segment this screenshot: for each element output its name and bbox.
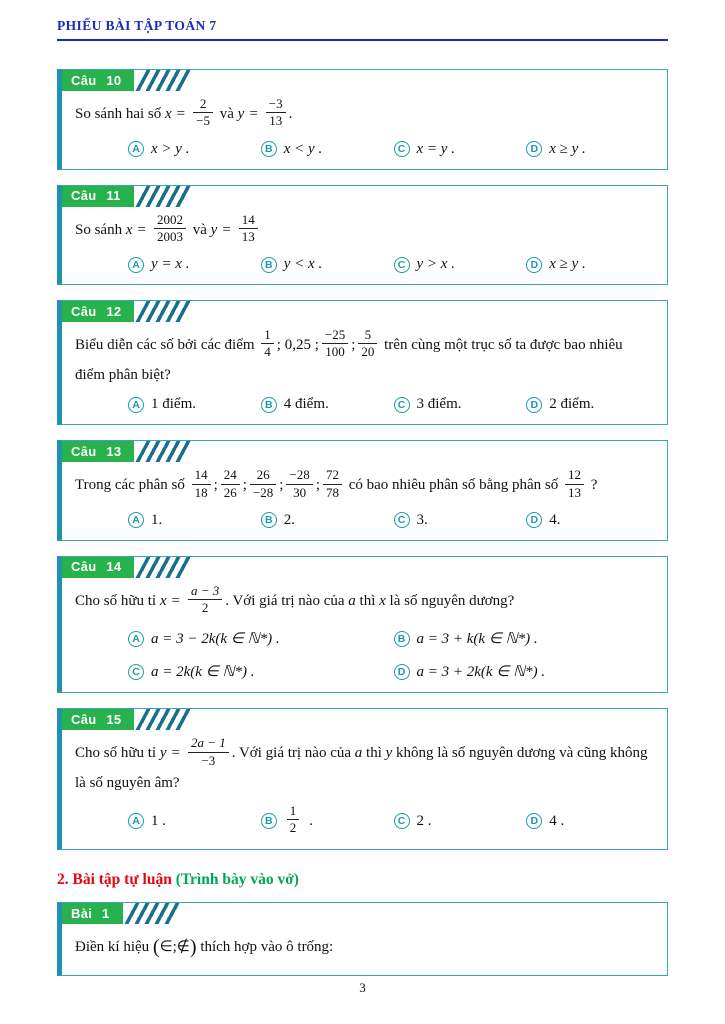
text-segment: Cho số hữu tỉ bbox=[75, 592, 160, 609]
option-letter: A bbox=[128, 631, 144, 647]
option-c bbox=[394, 512, 527, 529]
equals-sign: = bbox=[176, 106, 186, 123]
fraction bbox=[188, 735, 229, 769]
math-variable: x bbox=[125, 221, 133, 238]
numerator: a − 3 bbox=[190, 582, 220, 598]
option-text: 4. bbox=[549, 511, 561, 528]
denominator: 30 bbox=[286, 484, 312, 501]
option-c bbox=[394, 813, 527, 830]
text-segment: có bao nhiêu phân số bằng phân số bbox=[344, 477, 563, 494]
option-letter: C bbox=[394, 813, 410, 829]
math-variable: x bbox=[165, 106, 172, 123]
denominator: 13 bbox=[266, 112, 286, 129]
math-variable: y bbox=[210, 221, 218, 238]
fraction bbox=[261, 327, 274, 361]
separator: ; bbox=[315, 477, 320, 494]
option-c bbox=[394, 141, 527, 158]
option-letter: D bbox=[526, 813, 542, 829]
option-text: y < x . bbox=[283, 256, 323, 272]
option-letter: D bbox=[526, 397, 542, 413]
option-text: x = y . bbox=[416, 140, 455, 157]
option-letter: C bbox=[394, 141, 410, 157]
question-box-11 bbox=[57, 185, 668, 286]
hatch-stripes-icon bbox=[135, 186, 192, 207]
option-text: 4 . bbox=[549, 812, 565, 829]
equals-sign: = bbox=[171, 592, 180, 609]
exercise-number-badge: Bài 1 bbox=[62, 903, 123, 924]
section-subtitle: (Trình bày vào vở) bbox=[171, 871, 299, 888]
equals-sign: = bbox=[249, 106, 258, 123]
math-variable: y bbox=[385, 745, 393, 762]
option-b bbox=[261, 396, 394, 413]
denominator: 100 bbox=[322, 343, 348, 360]
question-number-badge: Câu 13 bbox=[62, 441, 134, 462]
numerator: 1 bbox=[289, 802, 297, 818]
hatch-stripes-icon bbox=[136, 441, 193, 462]
text-segment: Điền kí hiệu bbox=[75, 939, 153, 955]
question-box-13 bbox=[57, 440, 668, 541]
option-letter: A bbox=[128, 512, 144, 528]
fraction bbox=[286, 467, 312, 501]
option-c bbox=[394, 256, 527, 273]
denominator: 18 bbox=[192, 484, 211, 501]
numerator: 72 bbox=[325, 467, 339, 483]
fraction bbox=[193, 96, 213, 130]
option-letter: B bbox=[261, 141, 277, 157]
text-segment: không là số nguyên dương và cũng không là số nguyên âm? bbox=[75, 745, 648, 791]
hatch-stripes-icon bbox=[136, 70, 193, 91]
numerator: −25 bbox=[324, 327, 346, 342]
numerator: −28 bbox=[289, 467, 310, 483]
numerator: 2a − 1 bbox=[190, 735, 226, 751]
math-variable: a bbox=[348, 592, 356, 609]
question-text bbox=[62, 322, 667, 387]
option-text: 2. bbox=[283, 511, 295, 528]
text-segment: và bbox=[215, 106, 238, 123]
denominator: −5 bbox=[193, 112, 213, 129]
separator: ; bbox=[213, 477, 218, 494]
option-b bbox=[261, 802, 394, 839]
page-number: 3 bbox=[359, 980, 366, 995]
option-b bbox=[394, 629, 660, 648]
numerator: 24 bbox=[223, 467, 237, 483]
numerator: −3 bbox=[268, 96, 283, 111]
text-segment: ; bbox=[351, 337, 356, 354]
math-variable: y bbox=[237, 106, 245, 123]
fraction bbox=[239, 212, 258, 246]
equals-sign: = bbox=[222, 221, 231, 238]
section-heading bbox=[57, 871, 668, 889]
numerator: 14 bbox=[241, 211, 255, 227]
option-text: 4 điểm. bbox=[283, 396, 329, 413]
text-segment: trên cùng một trục số ta được bao nhiêu điểm phân biệt? bbox=[75, 337, 623, 383]
option-letter: B bbox=[261, 512, 277, 528]
separator: ; bbox=[242, 477, 247, 494]
question-text bbox=[62, 462, 667, 503]
badge-row bbox=[62, 441, 667, 462]
option-letter: D bbox=[394, 664, 410, 680]
answer-options bbox=[62, 387, 667, 413]
denominator: 26 bbox=[221, 484, 240, 501]
option-text: y = x . bbox=[151, 256, 190, 272]
text-segment: . Với giá trị nào của bbox=[231, 745, 355, 762]
equals-sign: = bbox=[171, 745, 180, 762]
option-text: 1. bbox=[151, 511, 163, 528]
numerator: 14 bbox=[194, 467, 208, 483]
question-number-badge: Câu 10 bbox=[62, 70, 134, 91]
text-segment: là số nguyên dương? bbox=[385, 592, 515, 609]
denominator: 13 bbox=[565, 484, 584, 501]
fraction bbox=[266, 96, 286, 130]
question-text bbox=[62, 91, 667, 132]
denominator: 13 bbox=[239, 228, 258, 245]
denominator: 2003 bbox=[154, 228, 186, 245]
option-text: 2 . bbox=[416, 812, 432, 829]
question-box-10 bbox=[57, 69, 668, 170]
option-letter: A bbox=[128, 813, 144, 829]
text-segment: thì bbox=[355, 592, 380, 609]
option-letter: C bbox=[128, 664, 144, 680]
questions-area bbox=[57, 69, 668, 976]
answer-options bbox=[62, 796, 667, 839]
answer-options bbox=[62, 618, 667, 681]
option-d bbox=[526, 512, 659, 529]
fraction bbox=[221, 467, 240, 501]
text-segment: ; 0,25 ; bbox=[276, 337, 319, 354]
hatch-stripes-icon bbox=[136, 709, 193, 730]
badge-row bbox=[62, 301, 667, 322]
hatch-stripes-icon bbox=[124, 903, 181, 924]
fraction bbox=[287, 803, 300, 837]
exercise-box-1 bbox=[57, 902, 668, 976]
option-letter: C bbox=[394, 512, 410, 528]
math-variable: x bbox=[379, 592, 386, 609]
option-letter: C bbox=[394, 257, 410, 273]
fraction bbox=[154, 212, 186, 246]
answer-options bbox=[62, 503, 667, 529]
exercise-text bbox=[62, 924, 667, 964]
badge-row bbox=[62, 709, 667, 730]
option-text: 2 điểm. bbox=[549, 396, 595, 413]
option-b bbox=[261, 141, 394, 158]
separator: ; bbox=[279, 477, 284, 494]
question-number-badge: Câu 11 bbox=[62, 186, 134, 207]
section-title: 2. Bài tập tự luận bbox=[57, 871, 172, 888]
option-letter: D bbox=[526, 141, 542, 157]
denominator: −3 bbox=[188, 752, 229, 769]
option-b bbox=[261, 256, 394, 273]
fraction bbox=[565, 467, 584, 501]
question-text bbox=[62, 207, 667, 248]
badge-row bbox=[62, 70, 667, 91]
page-title: PHIẾU BÀI TẬP TOÁN 7 bbox=[57, 18, 217, 33]
option-d bbox=[526, 813, 659, 830]
question-number-badge: Câu 12 bbox=[62, 301, 134, 322]
option-text: . bbox=[309, 812, 313, 829]
option-text: a = 2k(k ∈ ℕ*) . bbox=[151, 664, 255, 681]
option-a bbox=[128, 396, 261, 413]
option-text: x ≥ y . bbox=[549, 256, 586, 272]
option-letter: A bbox=[128, 397, 144, 413]
numerator: 1 bbox=[264, 327, 271, 342]
option-text: 3 điểm. bbox=[416, 396, 462, 413]
set-symbols: ∈;∉ bbox=[159, 939, 190, 955]
question-box-14 bbox=[57, 556, 668, 694]
left-paren: ( bbox=[152, 936, 160, 958]
numerator: 2 bbox=[199, 96, 207, 111]
denominator: 2 bbox=[188, 599, 222, 616]
answer-options bbox=[62, 132, 667, 158]
badge-row bbox=[62, 557, 667, 578]
answer-options bbox=[62, 247, 667, 273]
option-text: x > y . bbox=[151, 140, 190, 157]
option-d bbox=[526, 256, 659, 273]
numerator: 2002 bbox=[156, 211, 183, 227]
math-variable: y bbox=[159, 745, 167, 762]
option-d bbox=[526, 396, 659, 413]
option-letter: B bbox=[261, 257, 277, 273]
option-letter: D bbox=[526, 257, 542, 273]
option-d bbox=[394, 662, 660, 681]
option-text: 3. bbox=[416, 511, 428, 528]
option-letter: B bbox=[394, 631, 410, 647]
right-paren: ) bbox=[189, 936, 197, 958]
badge-row bbox=[62, 903, 667, 924]
option-letter: A bbox=[128, 141, 144, 157]
numerator: 26 bbox=[256, 467, 270, 483]
option-text: 1 điểm. bbox=[151, 396, 196, 413]
numerator: 5 bbox=[364, 327, 372, 342]
fraction bbox=[358, 327, 377, 361]
text-segment: ? bbox=[587, 477, 598, 494]
option-text: a = 3 − 2k(k ∈ ℕ*) . bbox=[151, 631, 280, 648]
option-a bbox=[128, 141, 261, 158]
option-letter: C bbox=[394, 397, 410, 413]
question-number-badge: Câu 14 bbox=[62, 557, 134, 578]
option-c bbox=[394, 396, 527, 413]
hatch-stripes-icon bbox=[136, 301, 193, 322]
question-text bbox=[62, 578, 667, 619]
option-c bbox=[128, 662, 394, 681]
denominator: 78 bbox=[323, 484, 342, 501]
badge-row bbox=[62, 186, 667, 207]
option-b bbox=[261, 512, 394, 529]
hatch-stripes-icon bbox=[136, 557, 193, 578]
option-text: a = 3 + 2k(k ∈ ℕ*) . bbox=[416, 664, 546, 681]
text-segment: So sánh hai số bbox=[75, 106, 165, 123]
text-segment: Cho số hữu tỉ bbox=[75, 745, 160, 762]
option-text: x < y . bbox=[283, 140, 323, 157]
option-letter: A bbox=[128, 257, 144, 273]
option-a bbox=[128, 512, 261, 529]
text-segment: và bbox=[188, 221, 211, 238]
math-variable: x bbox=[159, 592, 167, 609]
question-text bbox=[62, 730, 667, 795]
text-segment: So sánh bbox=[75, 221, 126, 238]
fraction bbox=[322, 327, 348, 361]
fraction bbox=[323, 467, 342, 501]
document-header bbox=[57, 18, 668, 41]
option-text: 1 . bbox=[151, 812, 166, 829]
question-number-badge: Câu 15 bbox=[62, 709, 134, 730]
equals-sign: = bbox=[137, 221, 146, 238]
option-letter: B bbox=[261, 813, 277, 829]
fraction bbox=[192, 467, 211, 501]
text-segment: Trong các phân số bbox=[75, 477, 189, 494]
question-box-15 bbox=[57, 708, 668, 850]
option-letter: D bbox=[526, 512, 542, 528]
option-a bbox=[128, 629, 394, 648]
denominator: −28 bbox=[250, 484, 276, 501]
text-segment: Biểu diễn các số bởi các điểm bbox=[75, 337, 259, 354]
option-d bbox=[526, 141, 659, 158]
fraction bbox=[250, 467, 276, 501]
math-variable: a bbox=[354, 745, 363, 762]
text-segment: . Với giá trị nào của bbox=[225, 592, 349, 609]
denominator: 2 bbox=[287, 819, 300, 836]
text-segment: thích hợp vào ô trống: bbox=[196, 939, 334, 955]
option-text: a = 3 + k(k ∈ ℕ*) . bbox=[416, 631, 538, 648]
option-a bbox=[128, 256, 261, 273]
option-text: y > x . bbox=[416, 256, 455, 272]
text-segment: thì bbox=[362, 745, 386, 762]
denominator: 4 bbox=[261, 343, 274, 360]
numerator: 12 bbox=[568, 467, 582, 483]
option-letter: B bbox=[261, 397, 277, 413]
fraction bbox=[188, 583, 222, 617]
denominator: 20 bbox=[358, 343, 377, 360]
question-box-12 bbox=[57, 300, 668, 425]
option-a bbox=[128, 813, 261, 830]
text-segment: . bbox=[288, 106, 293, 123]
option-text: x ≥ y . bbox=[549, 140, 586, 157]
